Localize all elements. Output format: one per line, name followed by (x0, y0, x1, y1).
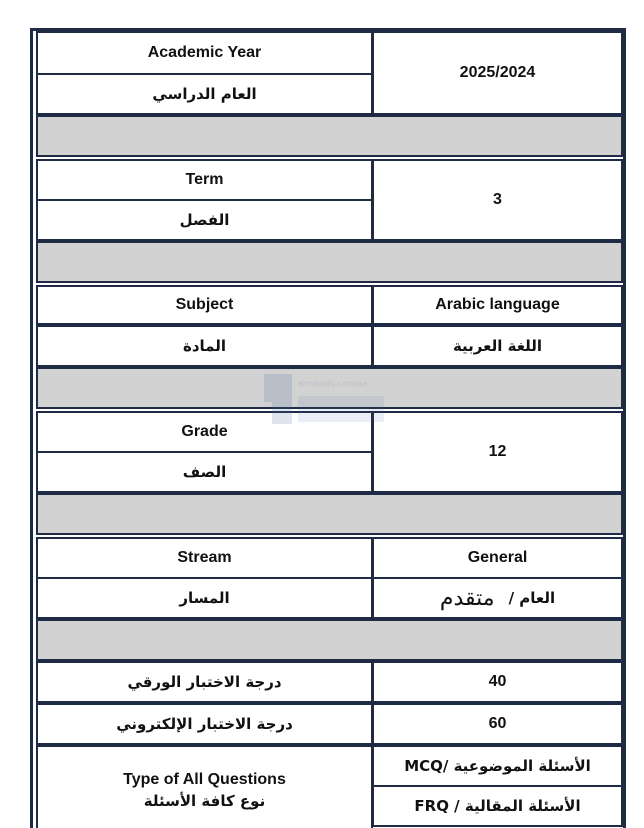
stream-label-en: Stream (36, 537, 373, 579)
separator-band (36, 115, 623, 157)
stream-value-ar-text: العام / (508, 589, 556, 607)
watermark-logo (262, 372, 392, 432)
watermark-text: almanahj.com/ae (298, 379, 368, 388)
grade-label-en: Grade (36, 411, 373, 453)
watermark-icon (262, 372, 392, 432)
essay-questions: الأسئلة المقالية / FRQ (372, 785, 623, 827)
electronic-exam-value: 60 (372, 703, 623, 745)
objective-questions: الأسئلة الموضوعية /MCQ (372, 745, 623, 787)
subject-label-ar: المادة (36, 325, 373, 367)
question-type-label-ar: نوع كافة الأسئلة (143, 791, 266, 810)
stream-value-ar (372, 577, 623, 619)
separator-band (36, 241, 623, 283)
subject-value-en: Arabic language (372, 285, 623, 325)
term-label-en: Term (36, 159, 373, 201)
separator-band (36, 493, 623, 535)
grade-value: 12 (372, 411, 623, 493)
paper-exam-value: 40 (372, 661, 623, 703)
academic-year-label-en: Academic Year (36, 31, 373, 75)
separator-band (36, 619, 623, 661)
stream-label-ar: المسار (36, 577, 373, 619)
term-value: 3 (372, 159, 623, 241)
electronic-exam-label: درجة الاختبار الإلكتروني (36, 703, 373, 745)
paper-exam-label: درجة الاختبار الورقي (36, 661, 373, 703)
handwritten-stream: متقدم (439, 585, 495, 611)
stream-value-en: General (372, 537, 623, 579)
term-label-ar: الفصل (36, 199, 373, 241)
grade-label-ar: الصف (36, 451, 373, 493)
subject-value-ar: اللغة العربية (372, 325, 623, 367)
academic-year-value: 2025/2024 (372, 31, 623, 115)
subject-label-en: Subject (36, 285, 373, 325)
question-type-label-en: Type of All Questions (123, 770, 286, 788)
question-type-label (36, 745, 373, 828)
academic-year-label-ar: العام الدراسي (36, 73, 373, 115)
